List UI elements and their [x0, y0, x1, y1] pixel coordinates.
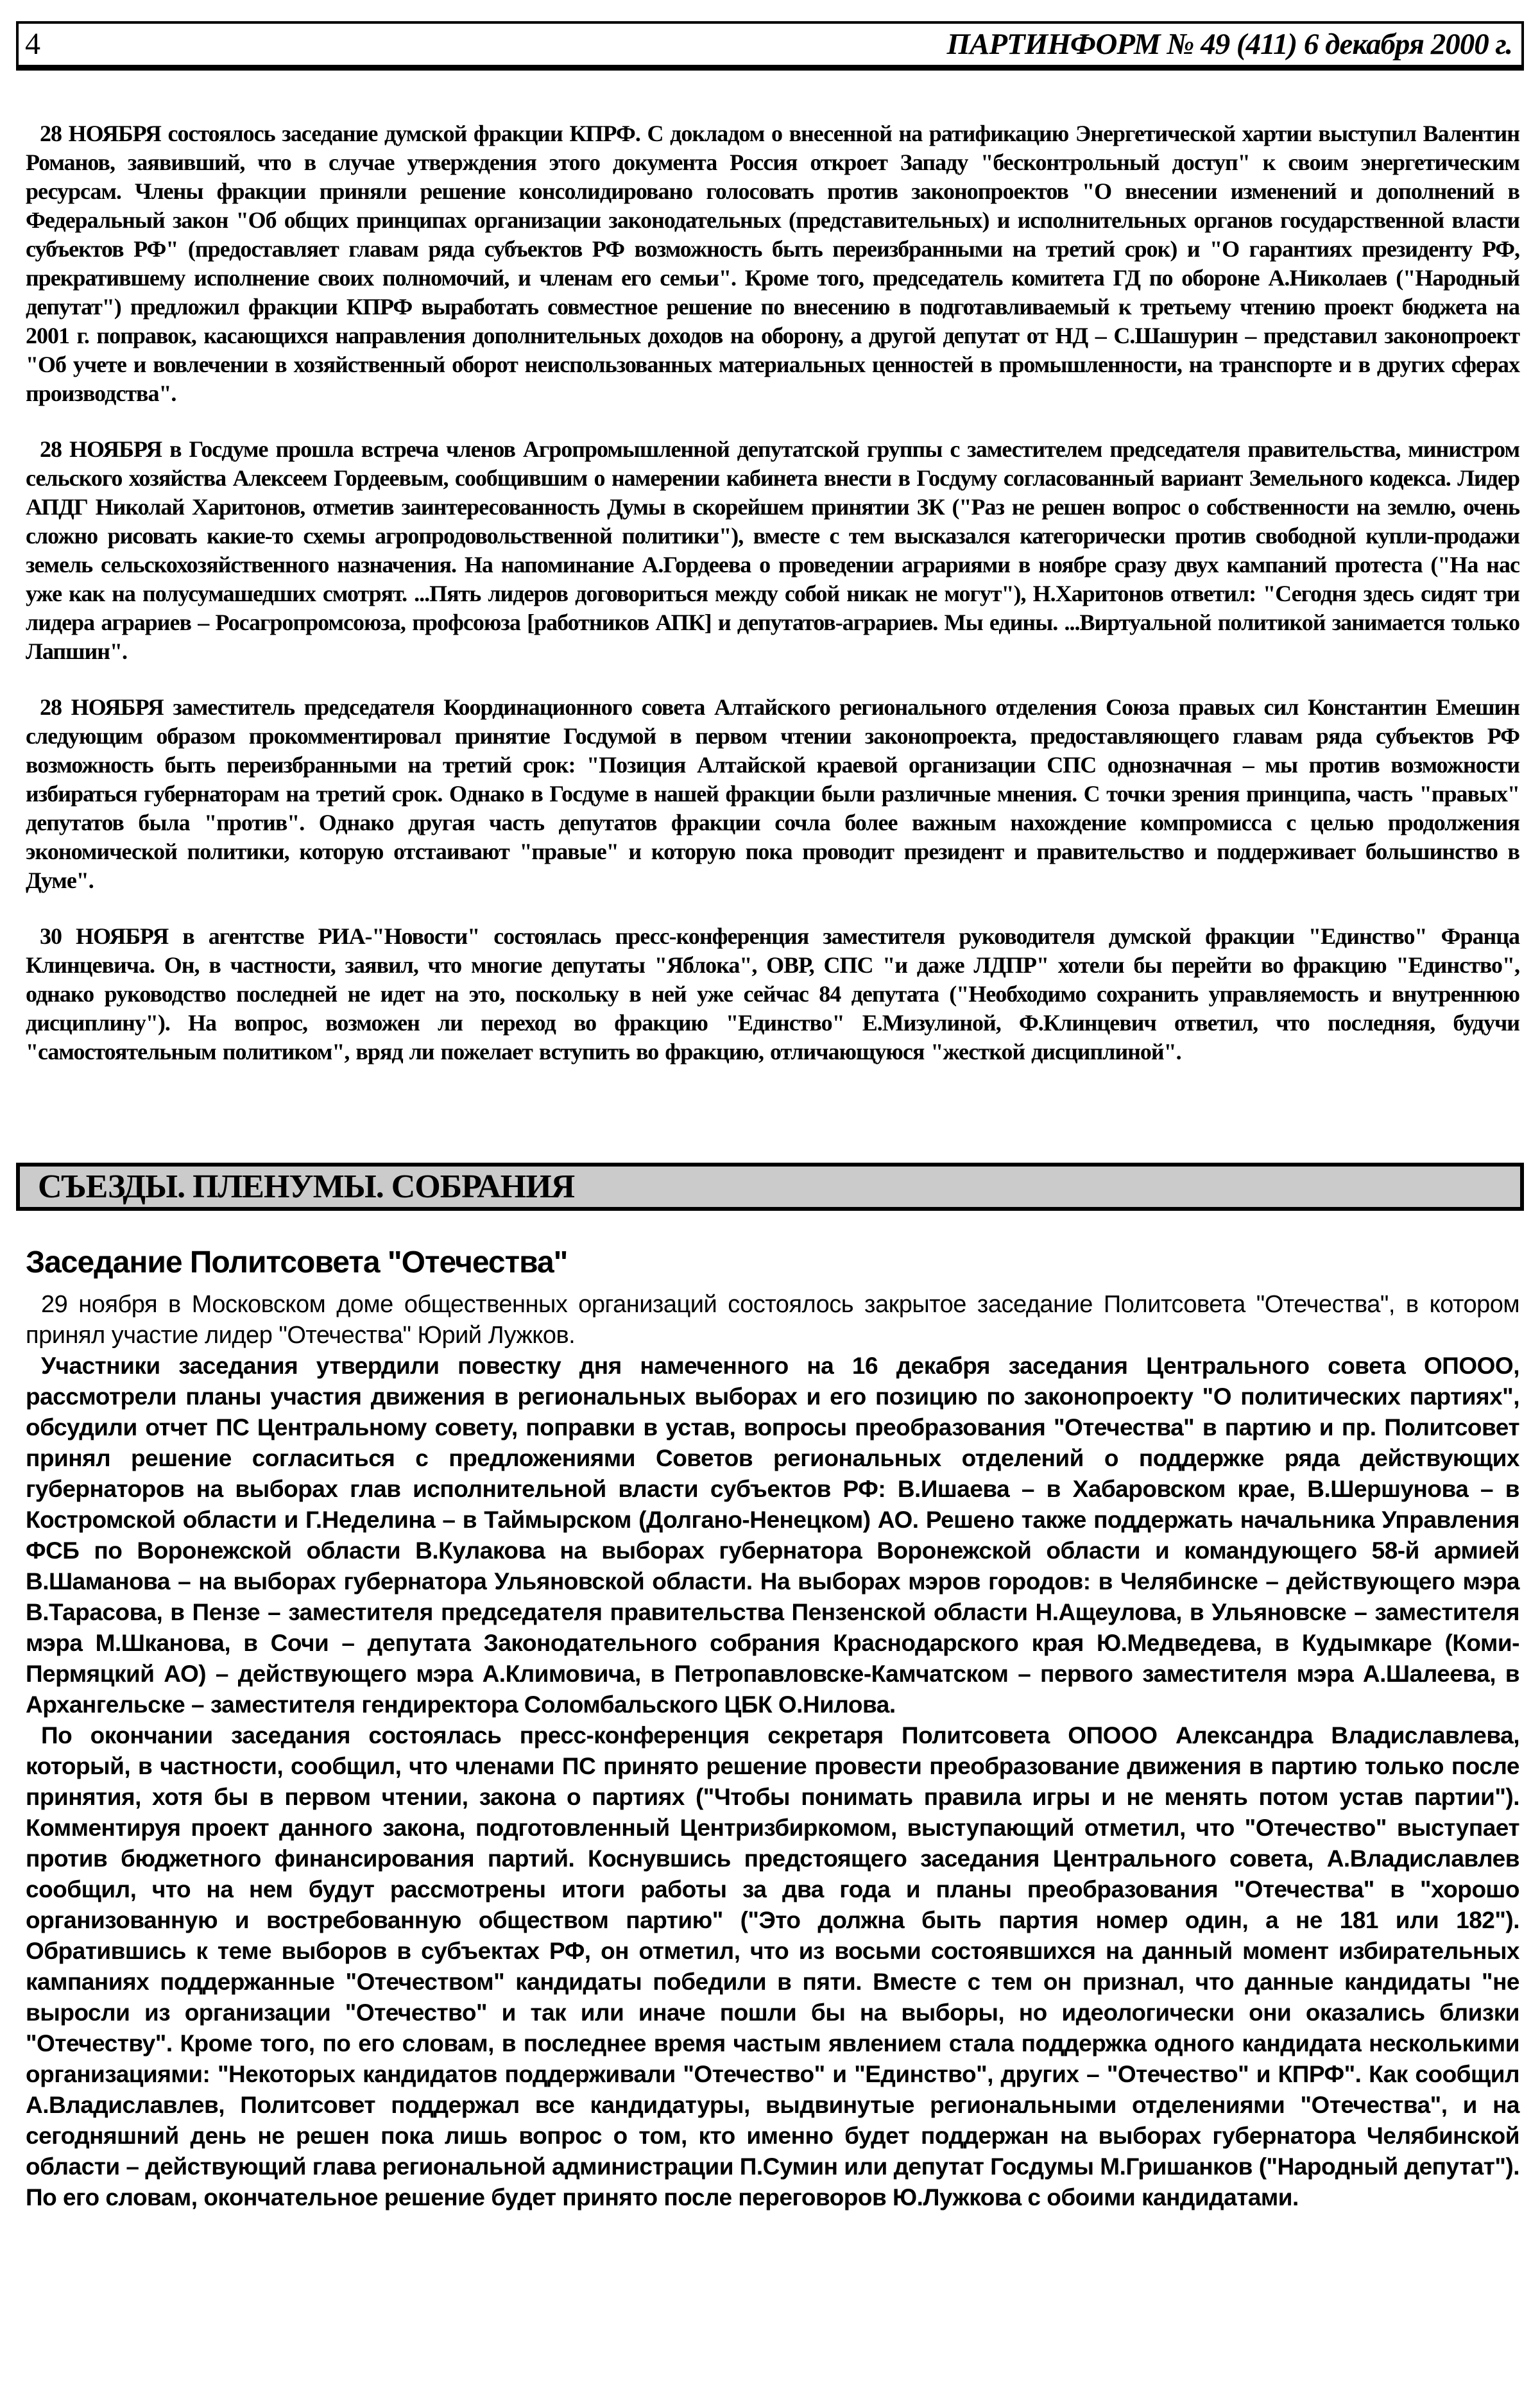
article-lead: 29 ноября в Московском доме общественных организаций состоялось закрытое заседание Политсовета "Отечества", в котором принял участие лидер "Отечества" Юрий Лужков. — [26, 1291, 1519, 1349]
news-item-kprf-faction: 28 НОЯБРЯ состоялось заседание думской фракции КПРФ. С докладом о внесенной на ратификацию Энергетической хартии выступил Валентин Романов, заявивший, что в случае утверждения этого документа Россия откроет Западу "бесконтрольный доступ" к своим энергетическим ресурсам. Члены фракции приняли решение консолидировано голосовать против законопроектов "О внесении изменений и дополнений в Федеральный закон "Об общих принципах организации законодательных (представительных) и исполнительных органов государственной власти субъектов РФ" (предоставляет главам ряда субъектов РФ возможность быть переизбранными на третий срок) и "О гарантиях президенту РФ, прекратившему исполнение своих полномочий, и членам его семьи". Кроме того, председатель комитета ГД по обороне А.Николаев ("Народный депутат") предложил фракции КПРФ выработать совместное решение по внесению в подготавливаемый к третьему чтению проект бюджета на 2001 г. поправок, касающихся направления дополнительных доходов на оборону, а другой депутат от НД – С.Шашурин – представил законопроект "Об учете и вовлечении в хозяйственный оборот неиспользованных материальных ценностей в промышленности, на транспорте и в других сферах производства". — [26, 121, 1519, 406]
journal-title: ПАРТИНФОРМ № 49 (411) 6 декабря 2000 г. — [946, 27, 1512, 61]
news-item-sps-altai: 28 НОЯБРЯ заместитель председателя Координационного совета Алтайского регионального отделения Союза правых сил Константин Емешин следующим образом прокомментировал принятие Госдумой в первом чтении законопроекта, предоставляющего главам ряда субъектов РФ возможность быть переизбранными на третий срок: "Позиция Алтайской краевой организации СПС однозначная – мы против возможности избираться губернаторам на третий срок. Однако в Госдуме в нашей фракции были различные мнения. С точки зрения принципа, часть "правых" депутатов была "против". Однако другая часть депутатов фракции сочла более важным нахождение компромисса с целью продолжения экономической политики, которую отстаивают "правые" и которую пока проводит президент и правительство и поддерживает большинство в Думе". — [26, 694, 1519, 893]
section-title: СЪЕЗДЫ. ПЛЕНУМЫ. СОБРАНИЯ — [38, 1168, 575, 1205]
article-otechestvo — [0, 1247, 1540, 2213]
news-digest — [0, 119, 1540, 1066]
newsletter-page — [0, 21, 1540, 2403]
article-paragraph-2: По окончании заседания состоялась пресс-конференция секретаря Политсовета ОПООО Александра Владиславлева, который, в частности, сообщил, что членами ПС принято решение провести преобразование движения в партию только после принятия, хотя бы в первом чтении, закона о партиях ("Чтобы понимать правила игры и не менять потом устав партии"). Комментируя проект данного закона, подготовленный Центризбиркомом, выступающий отметил, что "Отечество" выступает против бюджетного финансирования партий. Коснувшись предстоящего заседания Центрального совета, А.Владиславлев сообщил, что на нем будут рассмотрены итоги работы за два года и планы преобразования "Отечества" в "хорошо организованную и востребованную обществом партию" ("Это должна быть партия номер один, а не 181 или 182"). Обратившись к теме выборов в субъектах РФ, он отметил, что из восьми состоявшихся на данный момент избирательных кампаниях поддержанные "Отечеством" кандидаты победили в пяти. Вместе с тем он признал, что данные кандидаты "не выросли из организации "Отечество" и так или иначе пошли бы на выборы, но идеологически они оказались близки "Отечеству". Кроме того, по его словам, в последнее время частым явлением стала поддержка одного кандидата несколькими организациями: "Некоторых кандидатов поддерживали "Отечество" и "Единство", других – "Отечество" и КПРФ". Как сообщил А.Владиславлев, Политсовет поддержал все кандидатуры, выдвинутые региональными отделениями "Отечества", и на сегодняшний день не решен пока лишь вопрос о том, кто именно будет поддержан на выборах губернатора Челябинской области – действующий глава региональной администрации П.Сумин или депутат Госдумы М.Гришанков ("Народный депутат"). По его словам, окончательное решение будет принято после переговоров Ю.Лужкова с обоими кандидатами. — [26, 1722, 1519, 2211]
page-number: 4 — [25, 27, 40, 61]
article-paragraph-1: Участники заседания утвердили повестку дня намеченного на 16 декабря заседания Центрального совета ОПООО, рассмотрели планы участия движения в региональных выборах и его позицию по законопроекту "О политических партиях", обсудили отчет ПС Центральному совету, поправки в устав, вопросы преобразования "Отечества" в партию и пр. Политсовет принял решение согласиться с предложениями Советов региональных отделений о поддержке ряда действующих губернаторов на выборах глав исполнительной власти субъектов РФ: В.Ишаева – в Хабаровском крае, В.Шершунова – в Костромской области и Г.Неделина – в Таймырском (Долгано-Ненецком) АО. Решено также поддержать начальника Управления ФСБ по Воронежской области В.Кулакова на выборах губернатора Воронежской области и командующего 58-й армией В.Шаманова – на выборах губернатора Ульяновской области. На выборах мэров городов: в Челябинске – действующего мэра В.Тарасова, в Пензе – заместителя председателя правительства Пензенской области Н.Ащеулова, в Ульяновске – заместителя мэра М.Шканова, в Сочи – депутата Законодательного собрания Краснодарского края Ю.Медведева, в Кудымкаре (Коми-Пермяцкий АО) – действующего мэра А.Климовича, в Петропавловске-Камчатском – первого заместителя мэра А.Шалеева, в Архангельске – заместителя гендиректора Соломбальского ЦБК О.Нилова. — [26, 1353, 1519, 1718]
running-head — [16, 21, 1524, 71]
section-banner — [16, 1163, 1524, 1211]
article-title: Заседание Политсовета "Отечества" — [26, 1245, 568, 1279]
news-item-edinstvo-press: 30 НОЯБРЯ в агентстве РИА-"Новости" состоялась пресс-конференция заместителя руководителя думской фракции "Единство" Франца Клинцевича. Он, в частности, заявил, что многие депутаты "Яблока", ОВР, СПС "и даже ЛДПР" хотели бы перейти во фракцию "Единство", однако руководство последней не идет на это, поскольку в ней уже сейчас 84 депутата ("Необходимо сохранить управляемость и внутреннюю дисциплину"). На вопрос, возможен ли переход во фракцию "Единство" Е.Мизулиной, Ф.Клинцевич ответил, что последняя, будучи "самостоятельным политиком", вряд ли пожелает вступить во фракцию, отличающуюся "жесткой дисциплиной". — [26, 923, 1519, 1065]
news-item-agro-group: 28 НОЯБРЯ в Госдуме прошла встреча членов Агропромышленной депутатской группы с заместителем председателя правительства, министром сельского хозяйства Алексеем Гордеевым, сообщившим о намерении кабинета внести в Госдуму согласованный вариант Земельного кодекса. Лидер АПДГ Николай Харитонов, отметив заинтересованность Думы в скорейшем принятии ЗК ("Раз не решен вопрос о собственности на землю, очень сложно рисовать какие-то схемы агропродовольственной политики"), вместе с тем высказался категорически против свободной купли-продажи земель сельскохозяйственного назначения. На напоминание А.Гордеева о проведении аграриями в ноябре сразу двух кампаний протеста ("На нас уже как на полусумашедших смотрят. ...Пять лидеров договориться между собой никак не могут"), Н.Харитонов ответил: "Сегодня здесь сидят три лидера аграриев – Росагропромсоюза, профсоюза [работников АПК] и депутатов-аграриев. Мы едины. ...Виртуальной политикой занимается только Лапшин". — [26, 436, 1519, 664]
